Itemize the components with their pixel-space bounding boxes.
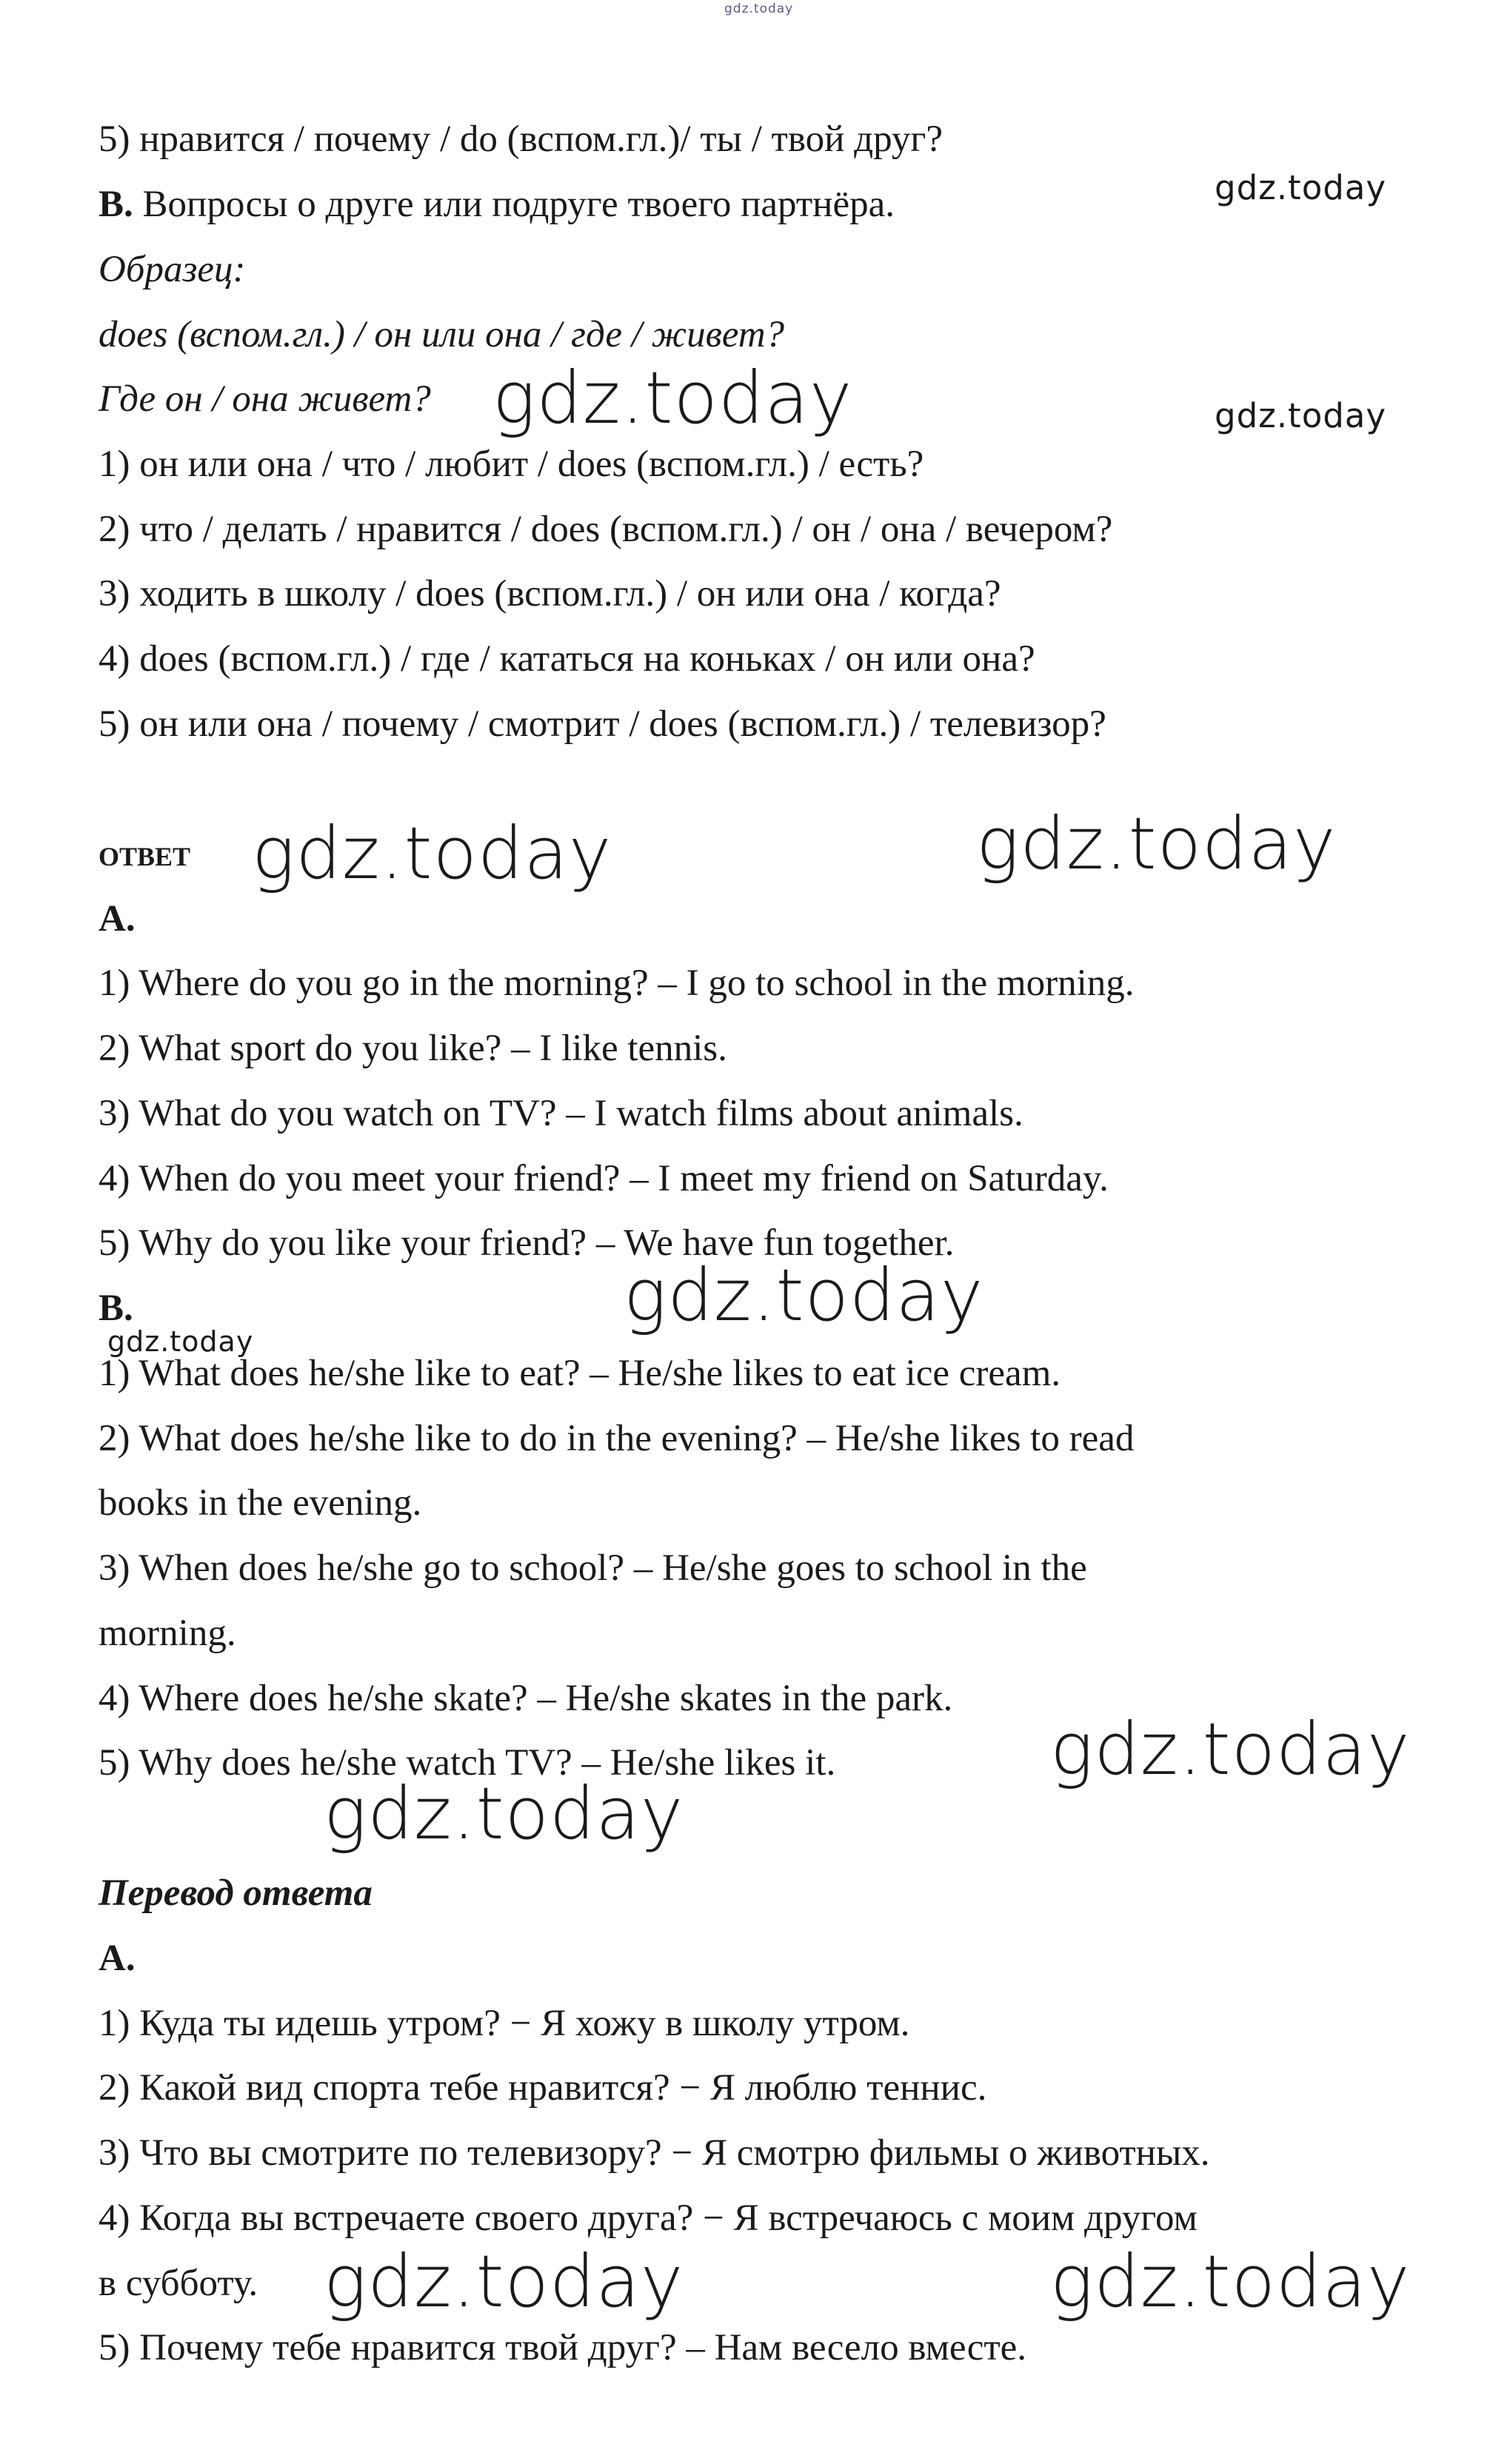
watermark-1: gdz.today — [1215, 168, 1387, 207]
task-a-question-5: 5) нравится / почему / do (вспом.гл.)/ ты / твой друг? — [98, 118, 943, 160]
watermark-9: gdz.today — [324, 1772, 684, 1855]
answer-b-2-line-2: books in the evening. — [98, 1482, 422, 1524]
sample-question: does (вспом.гл.) / он или она / где / живет? — [98, 314, 785, 355]
translation-4-line-1: 4) Когда вы встречаете своего друга? − Я встречаюсь с моим другом — [98, 2197, 1198, 2239]
answer-b-4: 4) Where does he/she skate? – He/she skates in the park. — [98, 1678, 953, 1719]
sample-answer: Где он / она живет? — [98, 378, 431, 420]
watermark-8: gdz.today — [1050, 1707, 1411, 1791]
task-b-question-5: 5) он или она / почему / смотрит / does (вспом.гл.) / телевизор? — [98, 703, 1106, 745]
watermark-5: gdz.today — [976, 802, 1337, 886]
sample-label: Образец: — [98, 249, 246, 290]
task-b-label: B. — [98, 184, 133, 225]
answer-b-label: B. — [98, 1288, 133, 1329]
translation-heading: Перевод ответа — [98, 1872, 373, 1914]
watermark-3: gdz.today — [1215, 396, 1387, 435]
task-b-heading-row — [98, 182, 895, 227]
answer-a-2: 2) What sport do you like? – I like tennis. — [98, 1028, 727, 1069]
answer-a-label: A. — [98, 898, 136, 940]
watermark-7: gdz.today — [107, 1325, 254, 1358]
answer-b-3-line-2: morning. — [98, 1613, 236, 1654]
answer-heading: ответ — [98, 833, 191, 874]
translation-3: 3) Что вы смотрите по телевизору? − Я смотрю фильмы о животных. — [98, 2132, 1210, 2174]
answer-b-3-line-1: 3) When does he/she go to school? – He/she goes to school in the — [98, 1547, 1087, 1589]
answer-a-1: 1) Where do you go in the morning? – I go to school in the morning. — [98, 962, 1135, 1004]
answer-a-3: 3) What do you watch on TV? – I watch films about animals. — [98, 1093, 1024, 1134]
task-b-heading: Вопросы о друге или подруге твоего партнёра. — [142, 184, 895, 225]
answer-b-2-line-1: 2) What does he/she like to do in the evening? – He/she likes to read — [98, 1418, 1135, 1459]
translation-a-label: A. — [98, 1938, 136, 1979]
translation-4-line-2: в субботу. — [98, 2263, 258, 2304]
translation-1: 1) Куда ты идешь утром? − Я хожу в школу утром. — [98, 2003, 910, 2044]
watermark-11: gdz.today — [1050, 2240, 1411, 2323]
answer-a-4: 4) When do you meet your friend? – I meet my friend on Saturday. — [98, 1158, 1109, 1199]
answer-b-1: 1) What does he/she like to eat? – He/she likes to eat ice cream. — [98, 1353, 1061, 1394]
watermark-top: gdz.today — [724, 1, 794, 16]
task-b-question-4: 4) does (вспом.гл.) / где / кататься на коньках / он или она? — [98, 638, 1035, 680]
watermark-10: gdz.today — [324, 2240, 684, 2323]
task-b-question-2: 2) что / делать / нравится / does (вспом.гл.) / он / она / вечером? — [98, 509, 1113, 550]
translation-5: 5) Почему тебе нравится твой друг? – Нам весело вместе. — [98, 2327, 1027, 2368]
watermark-2: gdz.today — [492, 356, 853, 440]
answer-a-5: 5) Why do you like your friend? – We have fun together. — [98, 1222, 955, 1264]
translation-2: 2) Какой вид спорта тебе нравится? − Я люблю теннис. — [98, 2067, 987, 2109]
answer-b-5: 5) Why does he/she watch TV? – He/she likes it. — [98, 1742, 836, 1784]
task-b-question-3: 3) ходить в школу / does (вспом.гл.) / он или она / когда? — [98, 573, 1001, 615]
watermark-6: gdz.today — [624, 1253, 984, 1337]
watermark-4: gdz.today — [252, 811, 612, 895]
task-b-question-1: 1) он или она / что / любит / does (вспом.гл.) / есть? — [98, 443, 924, 485]
